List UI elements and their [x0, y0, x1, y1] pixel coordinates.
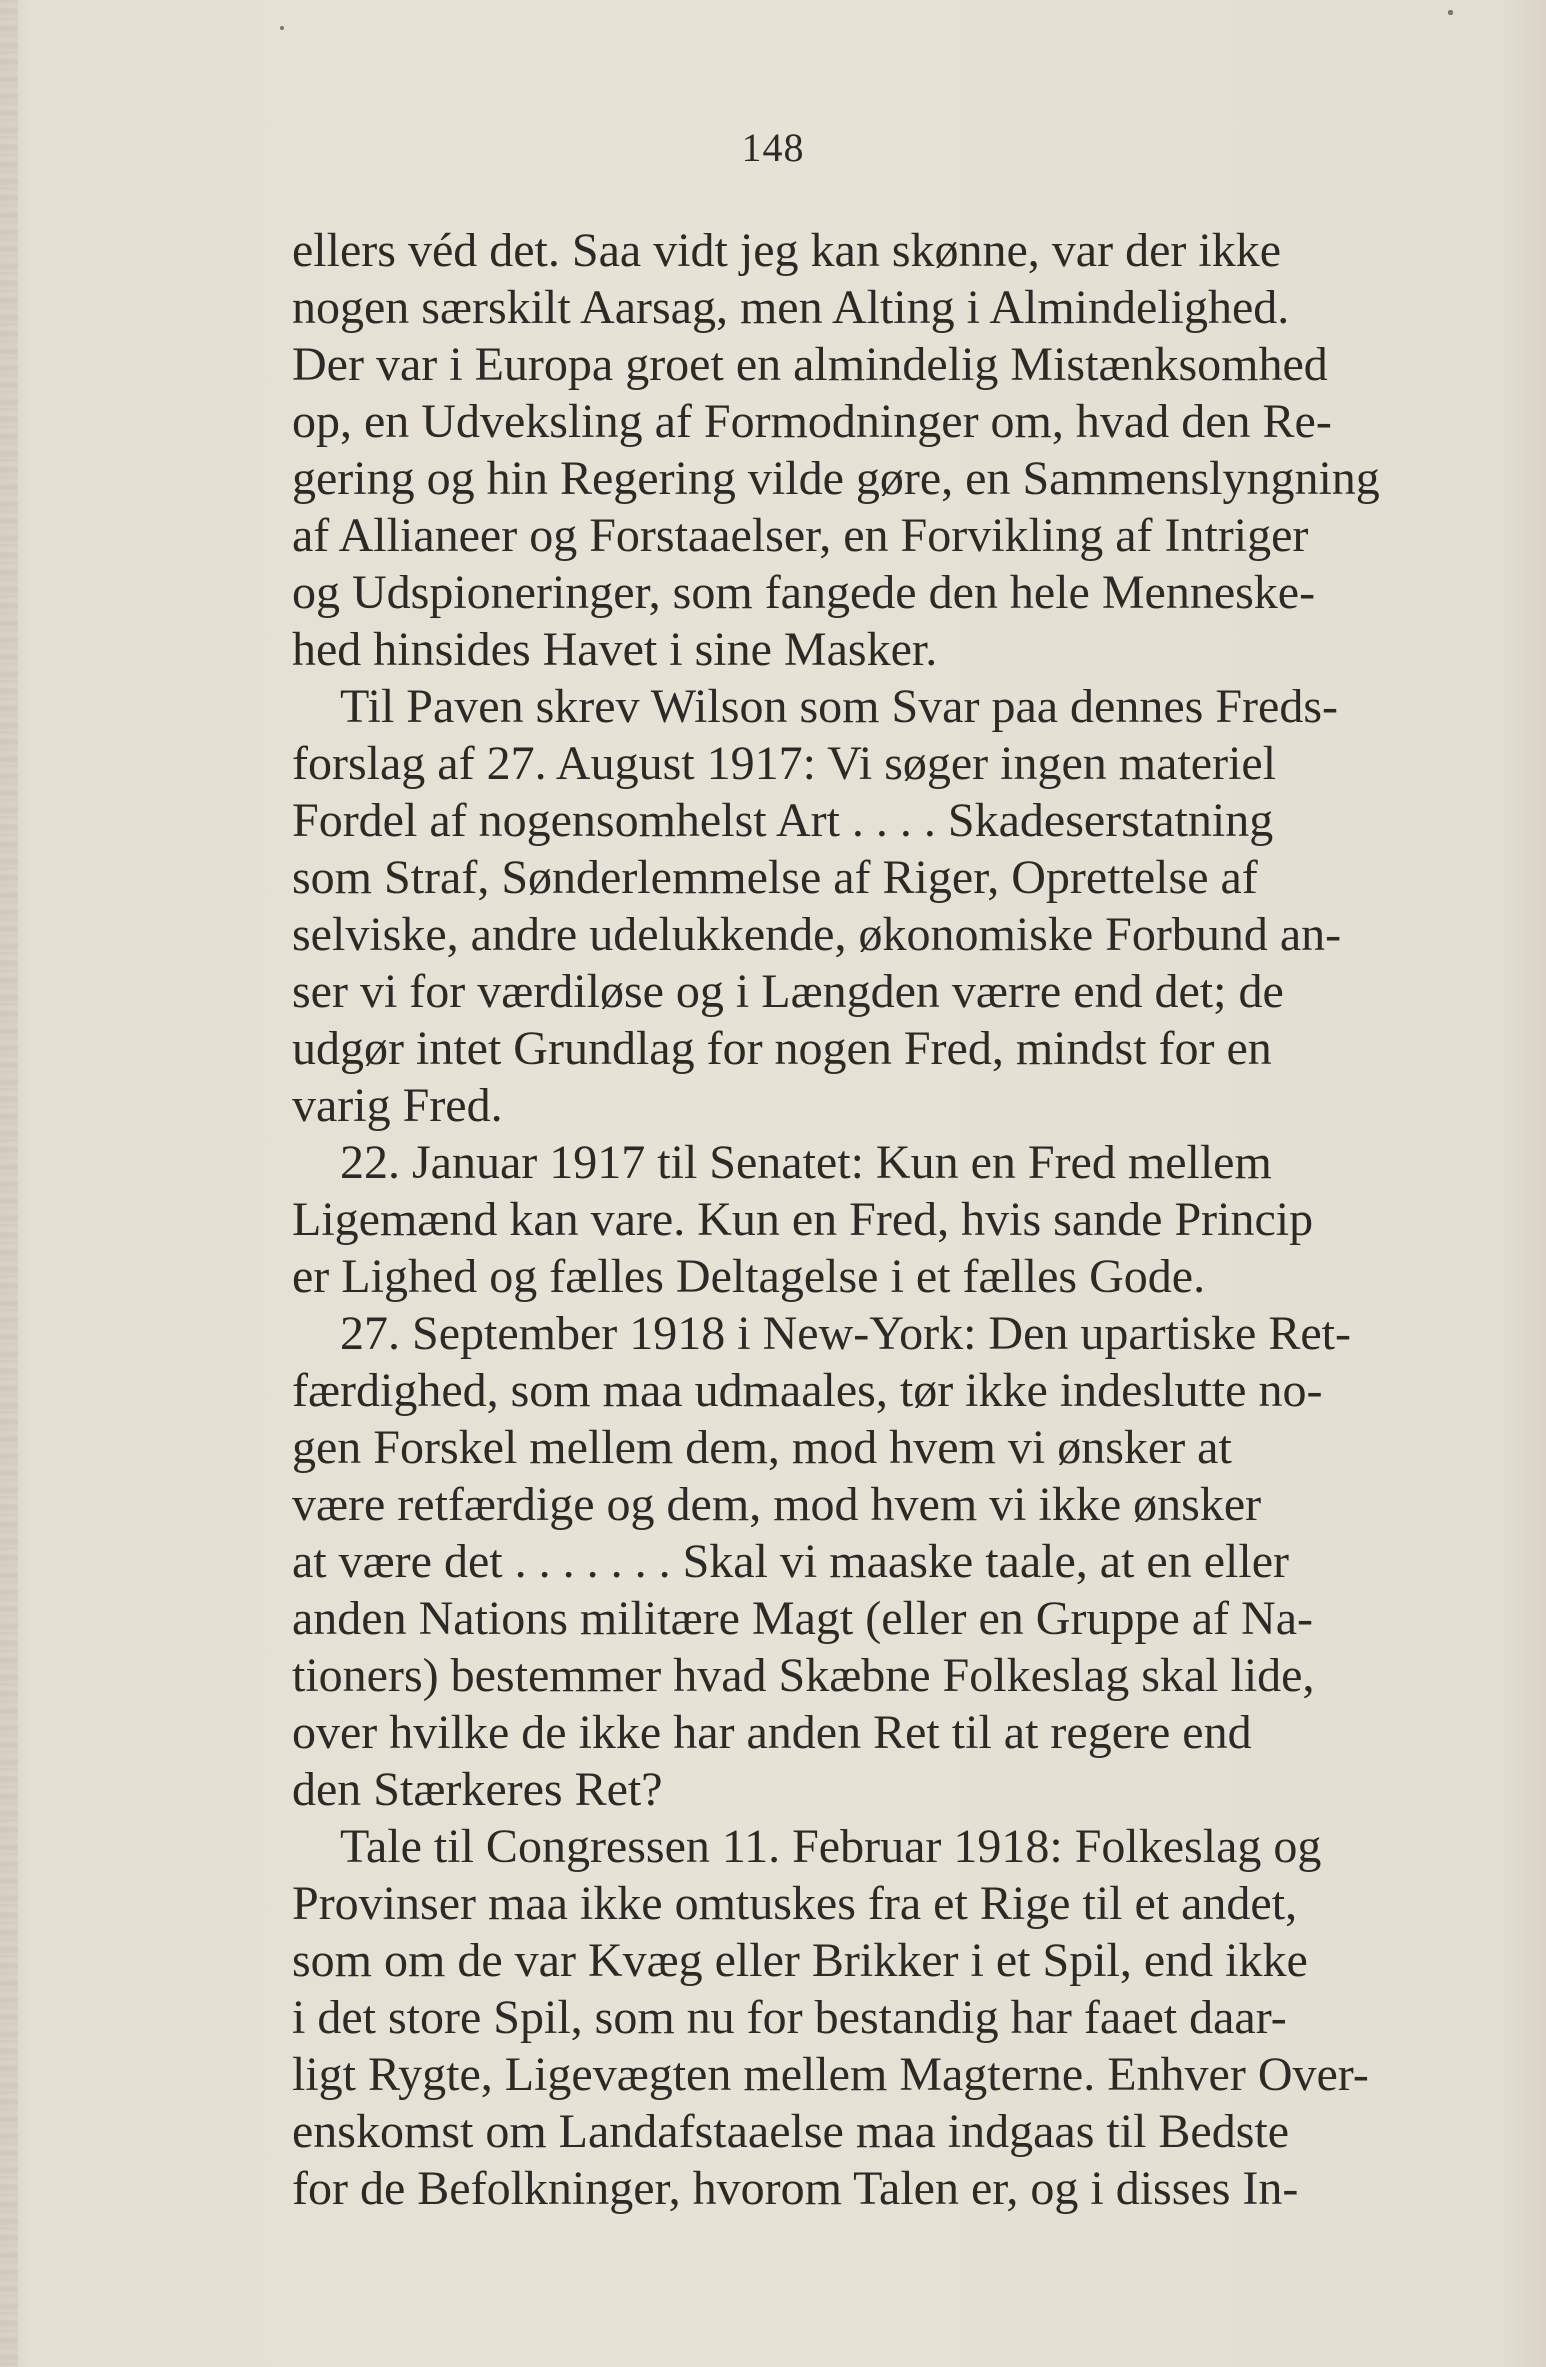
text-line: forslag af 27. August 1917: Vi søger ingen materiel	[292, 737, 1277, 790]
text-line: ser vi for værdiløse og i Længden værre end det; de	[292, 965, 1284, 1018]
text-line: som Straf, Sønderlemmelse af Riger, Oprettelse af	[292, 851, 1258, 904]
text-line: enskomst om Landafstaaelse maa indgaas til Bedste	[292, 2105, 1290, 2158]
text-line: i det store Spil, som nu for bestandig har faaet daar-	[292, 1991, 1287, 2044]
text-line: ellers véd det. Saa vidt jeg kan skønne, var der ikke	[292, 224, 1282, 277]
paper-speck	[280, 26, 284, 30]
page-number: 148	[741, 125, 805, 170]
text-line: ligt Rygte, Ligevægten mellem Magterne. Enhver Over-	[292, 2048, 1369, 2101]
text-line: over hvilke de ikke har anden Ret til at regere end	[292, 1706, 1252, 1759]
text-line: for de Befolkninger, hvorom Talen er, og i disses In-	[292, 2162, 1299, 2215]
text-line: den Stærkeres Ret?	[292, 1763, 663, 1816]
text-line: anden Nations militære Magt (eller en Gruppe af Na-	[292, 1592, 1313, 1645]
body-text	[292, 222, 1442, 2217]
text-line: og Udspioneringer, som fangede den hele Menneske-	[292, 566, 1316, 619]
text-line: som om de var Kvæg eller Brikker i et Spil, end ikke	[292, 1934, 1308, 1987]
text-line: være retfærdige og dem, mod hvem vi ikke ønsker	[292, 1478, 1262, 1531]
paragraph-first-line: Til Paven skrev Wilson som Svar paa dennes Freds-	[340, 680, 1338, 733]
text-line: gen Forskel mellem dem, mod hvem vi ønsker at	[292, 1421, 1232, 1474]
text-line: Fordel af nogensomhelst Art . . . . Skadeserstatning	[292, 794, 1274, 847]
text-line: udgør intet Grundlag for nogen Fred, mindst for en	[292, 1022, 1272, 1075]
paper-speck	[1448, 10, 1453, 15]
text-line: selviske, andre udelukkende, økonomiske Forbund an-	[292, 908, 1342, 961]
text-line: at være det . . . . . . . Skal vi maaske taale, at en eller	[292, 1535, 1289, 1588]
paragraph-first-line: 27. September 1918 i New-York: Den upartiske Ret-	[340, 1307, 1351, 1360]
text-line: af Allianeer og Forstaaelser, en Forvikling af Intriger	[292, 509, 1309, 562]
paragraph-first-line: Tale til Congressen 11. Februar 1918: Folkeslag og	[340, 1820, 1322, 1873]
text-line: hed hinsides Havet i sine Masker.	[292, 623, 938, 676]
text-line: nogen særskilt Aarsag, men Alting i Almindelighed.	[292, 281, 1290, 334]
text-line: varig Fred.	[292, 1079, 503, 1132]
text-line: Der var i Europa groet en almindelig Mistænksomhed	[292, 338, 1328, 391]
text-line: tioners) bestemmer hvad Skæbne Folkeslag skal lide,	[292, 1649, 1315, 1702]
text-line: Ligemænd kan vare. Kun en Fred, hvis sande Princip	[292, 1193, 1314, 1246]
text-line: op, en Udveksling af Formodninger om, hvad den Re-	[292, 395, 1332, 448]
text-line: er Lighed og fælles Deltagelse i et fælles Gode.	[292, 1250, 1206, 1303]
paragraph-first-line: 22. Januar 1917 til Senatet: Kun en Fred mellem	[340, 1136, 1272, 1189]
text-line: færdighed, som maa udmaales, tør ikke indeslutte no-	[292, 1364, 1323, 1417]
text-line: Provinser maa ikke omtuskes fra et Rige til et andet,	[292, 1877, 1298, 1930]
page-edge-shadow	[0, 0, 18, 2367]
text-line: gering og hin Regering vilde gøre, en Sammenslyngning	[292, 452, 1380, 505]
